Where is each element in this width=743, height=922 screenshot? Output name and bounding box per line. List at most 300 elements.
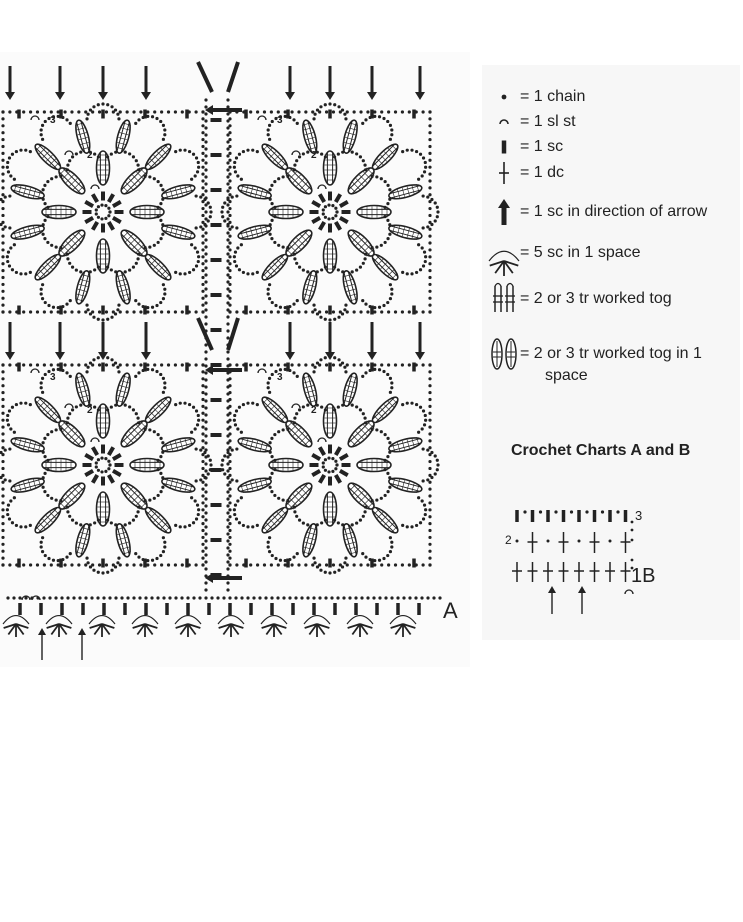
chain-dot <box>124 151 127 154</box>
outer-petal <box>113 522 132 558</box>
chain-dot <box>428 248 431 251</box>
chain-dot <box>68 515 71 518</box>
chain-dot <box>421 499 424 502</box>
chain-dot <box>196 423 199 426</box>
chain-dot <box>336 596 339 599</box>
chain-dot <box>221 468 224 471</box>
chain-dot <box>238 153 241 156</box>
sl-st-mark <box>31 369 39 373</box>
chain-dot <box>1 439 4 442</box>
chain-dot <box>432 596 435 599</box>
chain-dot <box>270 596 273 599</box>
chain-dot <box>24 596 27 599</box>
chain-dot <box>246 149 249 152</box>
chain-dot <box>235 517 238 520</box>
chain-dot <box>331 204 334 207</box>
fan-arc <box>175 616 201 624</box>
chain-dot <box>267 386 270 389</box>
chain-dot <box>197 513 200 516</box>
chain-dot <box>117 304 120 307</box>
chain-dot <box>1 152 4 155</box>
chain-dot <box>274 304 277 307</box>
chain-dot <box>226 161 229 164</box>
chain-dot <box>410 525 413 528</box>
chain-dot <box>159 437 162 440</box>
chain-dot <box>156 468 159 471</box>
chain-dot <box>181 563 184 566</box>
chain-dot <box>419 521 422 524</box>
chain-dot <box>233 255 236 258</box>
chain-dot <box>343 308 346 311</box>
chain-dot <box>420 596 423 599</box>
chain-dot <box>40 292 43 295</box>
sc-stitch <box>85 202 93 207</box>
chain-dot <box>428 186 431 189</box>
chain-dot <box>204 539 207 542</box>
chain-dot <box>331 217 334 220</box>
chain-dot <box>201 377 204 380</box>
chain-dot <box>66 421 69 424</box>
chain-dot <box>1 304 4 307</box>
chain-dot <box>120 596 123 599</box>
chain-dot <box>160 310 163 313</box>
chain-dot <box>226 546 229 549</box>
chain-dot <box>228 501 231 504</box>
chain-dot <box>204 504 207 507</box>
sc-stitch <box>113 202 121 207</box>
chain-dot <box>378 559 381 562</box>
chain-dot <box>204 175 207 178</box>
chain-dot <box>132 596 135 599</box>
chain-dot <box>201 508 204 511</box>
chain-dot <box>162 138 165 141</box>
chain-dot <box>547 540 550 543</box>
chain-dot <box>114 596 117 599</box>
chain-dot <box>204 280 207 283</box>
chain-dot <box>523 510 526 513</box>
chain-dot <box>348 596 351 599</box>
chain-dot <box>174 524 177 527</box>
chain-dot <box>201 515 204 518</box>
chain-dot <box>231 448 234 451</box>
chain-dot <box>119 363 122 366</box>
chain-dot <box>401 110 404 113</box>
tr-tog-space-icon <box>488 341 520 367</box>
chain-dot <box>201 241 204 244</box>
chain-dot <box>66 253 69 256</box>
chain-dot <box>428 425 431 428</box>
chain-dot <box>1 557 4 560</box>
chain-dot <box>434 454 437 457</box>
chain-dot <box>46 241 49 244</box>
chain-dot <box>204 413 207 416</box>
chain-dot <box>97 356 100 359</box>
outer-petal <box>160 182 196 201</box>
chain-dot <box>234 170 237 173</box>
chain-dot <box>235 563 238 566</box>
chain-dot <box>304 310 307 313</box>
chain-dot <box>233 260 236 263</box>
chain-dot <box>423 170 426 173</box>
chain-dot <box>93 405 96 408</box>
chain-dot <box>426 195 429 198</box>
chain-dot <box>201 419 204 422</box>
chain-dot <box>236 246 239 249</box>
outer-petal <box>113 372 132 408</box>
chain-dot <box>226 133 229 136</box>
chain-dot <box>108 463 111 466</box>
chain-dot <box>319 569 322 572</box>
chain-dot <box>69 122 72 125</box>
chain-dot <box>117 557 120 560</box>
chain-dot <box>428 522 431 525</box>
chain-dot <box>235 226 238 229</box>
chain-dot <box>91 363 94 366</box>
chain-dot <box>47 304 50 307</box>
chain-dot <box>631 559 634 562</box>
chain-dot <box>361 375 364 378</box>
chain-dot <box>331 457 334 460</box>
chain-dot <box>364 253 367 256</box>
chain-dot <box>235 409 238 412</box>
legend-text-sl-st: = 1 sl st <box>520 113 576 130</box>
chain-dot <box>401 271 404 274</box>
chain-dot <box>126 363 129 366</box>
chart-b-row2-label: 2 <box>505 533 512 547</box>
chain-dot <box>204 497 207 500</box>
chain-dot <box>384 241 387 244</box>
chain-dot <box>273 433 276 436</box>
chain-dot <box>98 363 101 366</box>
fan-arc <box>218 616 244 624</box>
chain-dot <box>63 110 66 113</box>
chain-dot <box>422 264 425 267</box>
chain-dot <box>42 441 45 444</box>
outer-petal <box>142 251 174 283</box>
chain-dot <box>79 523 82 526</box>
sc-stitch <box>336 194 341 202</box>
chain-dot <box>428 439 431 442</box>
chain-dot <box>290 563 293 566</box>
chain-dot <box>8 310 11 313</box>
chain-dot <box>1 398 4 401</box>
chain-dot <box>43 437 46 440</box>
chain-dot <box>7 504 10 507</box>
chain-dot <box>267 288 270 291</box>
chain-dot <box>163 133 166 136</box>
chain-dot <box>271 554 274 557</box>
chain-dot <box>226 525 229 528</box>
chain-dot <box>428 214 431 217</box>
chain-dot <box>29 110 32 113</box>
chain-dot <box>378 368 381 371</box>
chain-dot <box>188 150 191 153</box>
chain-dot <box>428 110 431 113</box>
chain-dot <box>318 563 321 566</box>
chain-dot <box>380 430 383 433</box>
chain-dot <box>226 315 229 318</box>
chain-dot <box>371 499 374 502</box>
chain-dot <box>7 423 10 426</box>
chain-dot <box>346 563 349 566</box>
chain-dot <box>436 459 439 462</box>
chain-dot <box>24 525 27 528</box>
chain-dot <box>126 110 129 113</box>
chain-dot <box>186 596 189 599</box>
chain-dot <box>273 206 276 209</box>
chain-dot <box>428 405 431 408</box>
chain-dot <box>46 215 49 218</box>
cluster-outline <box>32 504 64 536</box>
chain-dot <box>126 563 129 566</box>
chain-dot <box>333 155 336 158</box>
chain-dot <box>286 428 289 431</box>
chain-dot <box>270 437 273 440</box>
sc-stitch <box>113 471 121 476</box>
outer-petal <box>32 251 64 283</box>
chain-dot <box>190 431 193 434</box>
chain-dot <box>390 596 393 599</box>
chain-dot <box>277 363 280 366</box>
chain-dot <box>40 545 43 548</box>
round-3-label-1: 3 <box>50 115 56 126</box>
chain-dot <box>226 581 229 584</box>
chain-dot <box>6 414 9 417</box>
chain-dot <box>144 175 147 178</box>
chain-dot <box>107 460 110 463</box>
chain-dot <box>297 110 300 113</box>
chain-dot <box>1 179 4 182</box>
chain-dot <box>269 441 272 444</box>
diag-arrow <box>198 62 212 92</box>
chain-dot <box>386 237 389 240</box>
sc-stitch <box>109 194 114 202</box>
chain-dot <box>19 272 22 275</box>
chain-dot <box>424 260 427 263</box>
chain-dot <box>1 200 4 203</box>
chain-dot <box>282 498 285 501</box>
chain-dot <box>292 303 295 306</box>
chain-dot <box>539 510 542 513</box>
chain-dot <box>601 510 604 513</box>
chain-dot <box>386 490 389 493</box>
chain-dot <box>384 180 387 183</box>
chain-dot <box>268 550 271 553</box>
chain-dot <box>226 196 229 199</box>
chain-dot <box>417 178 420 181</box>
chain-dot <box>234 596 237 599</box>
chain-dot <box>298 155 301 158</box>
chain-dot <box>228 255 231 258</box>
chain-dot <box>327 203 330 206</box>
chain-dot <box>144 499 147 502</box>
arrow-head <box>5 92 15 100</box>
chain-dot <box>428 138 431 141</box>
chain-dot <box>43 219 46 222</box>
chain-dot <box>9 246 12 249</box>
chain-dot <box>84 563 87 566</box>
chain-dot <box>148 428 151 431</box>
chain-dot <box>419 153 422 156</box>
chain-dot <box>312 117 315 120</box>
fan-5sc <box>304 616 330 637</box>
chain-dot <box>233 508 236 511</box>
chain-dot <box>421 174 424 177</box>
chain-dot <box>195 226 198 229</box>
chain-dot <box>366 596 369 599</box>
chain-dot <box>132 110 135 113</box>
chain-dot <box>415 403 418 406</box>
chain-dot <box>380 177 383 180</box>
chain-dot <box>92 105 95 108</box>
chain-dot <box>110 569 113 572</box>
chain-dot <box>174 271 177 274</box>
chain-dot <box>297 310 300 313</box>
sc-bar-icon <box>488 134 520 160</box>
outer-petal <box>369 394 401 426</box>
chain-dot <box>428 536 431 539</box>
chain-dot <box>204 245 207 248</box>
chain-dot <box>124 270 127 273</box>
chain-dot <box>270 455 273 458</box>
chain-dot <box>119 310 122 313</box>
outer-petal <box>259 504 291 536</box>
chain-dot <box>91 310 94 313</box>
chain-dot <box>181 110 184 113</box>
chain-dot <box>434 472 437 475</box>
chain-dot <box>295 412 298 415</box>
chain-dot <box>390 381 393 384</box>
chain-dot <box>423 504 426 507</box>
chain-dot <box>201 228 204 231</box>
chain-dot <box>216 596 219 599</box>
chain-dot <box>52 306 55 309</box>
chain-dot <box>226 350 229 353</box>
chain-dot <box>168 596 171 599</box>
legend-text-dc: = 1 dc <box>520 164 565 181</box>
chain-dot <box>351 404 354 407</box>
sc-stitch <box>320 222 325 230</box>
arrow-head <box>367 352 377 360</box>
chain-dot <box>116 366 119 369</box>
chain-dot <box>195 409 198 412</box>
arrow-head <box>578 586 586 593</box>
chain-dot <box>8 517 11 520</box>
chain-dot <box>226 189 229 192</box>
sc-stitch <box>85 455 93 460</box>
chain-dot <box>388 233 391 236</box>
chain-dot <box>296 299 299 302</box>
chain-dot <box>1 131 4 134</box>
chain-dot <box>226 553 229 556</box>
sc-stitch <box>336 447 341 455</box>
chain-dot <box>242 403 245 406</box>
chain-dot <box>228 207 231 210</box>
chain-dot <box>325 310 328 313</box>
chain-dot <box>386 219 389 222</box>
chain-dot <box>421 246 424 249</box>
chain-dot <box>364 421 367 424</box>
chain-dot <box>48 596 51 599</box>
chain-dot <box>226 112 229 115</box>
chain-dot <box>249 363 252 366</box>
chain-dot <box>204 238 207 241</box>
legend-row-sl-st <box>488 109 576 135</box>
chain-dot <box>41 283 44 286</box>
chain-dot <box>270 310 273 313</box>
chart-a-label: A <box>443 598 458 623</box>
chain-dot <box>334 214 337 217</box>
chain-dot <box>108 210 111 213</box>
sl-st-mark <box>91 185 99 189</box>
chain-dot <box>228 467 231 470</box>
chain-dot <box>55 175 58 178</box>
chain-dot <box>1 432 4 435</box>
chain-dot <box>84 110 87 113</box>
chain-dot <box>163 128 166 131</box>
chain-dot <box>194 499 197 502</box>
chain-dot <box>288 596 291 599</box>
chain-dot <box>204 343 207 346</box>
chain-dot <box>226 511 229 514</box>
chain-dot <box>162 596 165 599</box>
chain-dot <box>116 561 119 564</box>
chain-dot <box>249 110 252 113</box>
chain-dot <box>361 122 364 125</box>
chain-dot <box>322 212 325 215</box>
chain-dot <box>1 193 4 196</box>
chain-dot <box>408 110 411 113</box>
chain-dot <box>428 159 431 162</box>
chain-dot <box>135 262 138 265</box>
chain-dot <box>44 554 47 557</box>
outer-petal <box>369 504 401 536</box>
arrow-head <box>415 352 425 360</box>
chain-dot <box>226 427 229 430</box>
chain-dot <box>226 462 229 465</box>
chain-dot <box>105 363 108 366</box>
chain-dot <box>156 206 159 209</box>
chain-dot <box>192 406 195 409</box>
chain-dot <box>157 241 160 244</box>
chain-dot <box>1 221 4 224</box>
chain-dot <box>204 273 207 276</box>
chain-dot <box>228 276 231 279</box>
chain-dot <box>228 494 231 497</box>
chain-dot <box>42 596 45 599</box>
sc-stitch <box>109 447 114 455</box>
chain-dot <box>151 115 154 118</box>
chain-dot <box>204 567 207 570</box>
chain-dot <box>1 283 4 286</box>
outer-petal <box>73 522 92 558</box>
chain-dot <box>188 271 191 274</box>
chain-dot <box>97 518 100 521</box>
chain-dot <box>70 363 73 366</box>
chain-dot <box>192 153 195 156</box>
chain-dot <box>428 488 431 491</box>
chain-dot <box>153 563 156 566</box>
chain-dot <box>235 310 238 313</box>
chain-dot <box>246 596 249 599</box>
chain-dot <box>6 508 9 511</box>
chain-dot <box>197 166 200 169</box>
chain-dot <box>15 150 18 153</box>
chain-dot <box>428 398 431 401</box>
chain-dot <box>295 515 298 518</box>
chain-dot <box>197 260 200 263</box>
chain-dot <box>97 265 100 268</box>
